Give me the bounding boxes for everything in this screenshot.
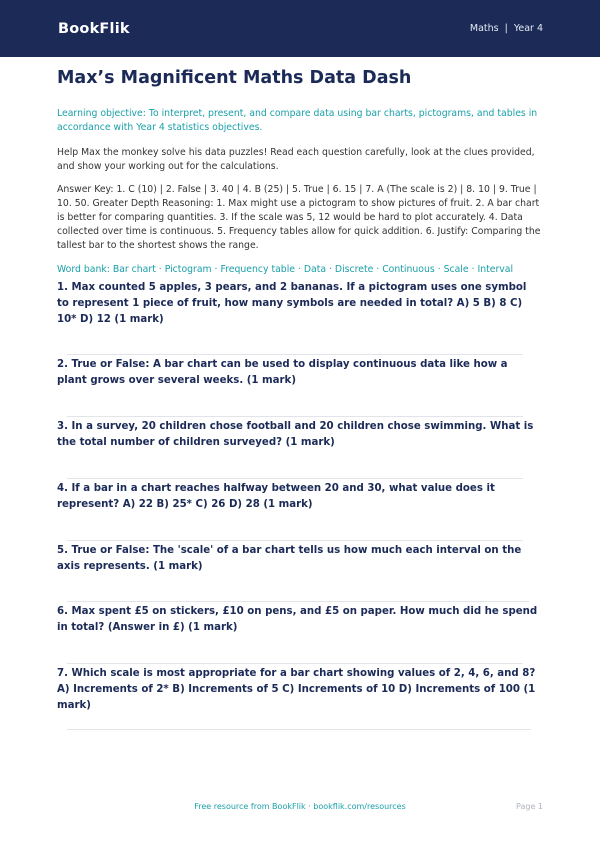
question-text: 2. True or False: A bar chart can be used to display continuous data like how a plant grows over several weeks. (1 mark)	[57, 359, 508, 386]
answer-line	[67, 478, 523, 479]
question-2	[57, 357, 537, 389]
question-text: 7. Which scale is most appropriate for a bar chart showing values of 2, 4, 6, and 8? A) Increments of 2* B) Increments of 5 C) Increments of 10 D) Increments of 100 (1 mark)	[57, 668, 536, 711]
header-subject: Maths	[469, 23, 499, 34]
question-3	[57, 419, 537, 451]
answer-line	[67, 540, 523, 541]
question-text: 3. In a survey, 20 children chose football and 20 children chose swimming. What is the total number of children surveyed? (1 mark)	[57, 421, 534, 448]
question-text: 1. Max counted 5 apples, 3 pears, and 2 bananas. If a pictogram uses one symbol to represent 1 piece of fruit, how many symbols are needed in total? A) 5 B) 8 C) 10* D) 12 (1 mark)	[57, 282, 527, 325]
header-year: Year 4	[513, 23, 543, 34]
worksheet-content	[57, 64, 543, 277]
question-4	[57, 481, 537, 513]
header-separator: |	[504, 23, 508, 34]
question-text: 4. If a bar in a chart reaches halfway between 20 and 30, what value does it represent? A) 22 B) 25* C) 26 D) 28 (1 mark)	[57, 483, 495, 510]
header-bar	[0, 0, 600, 57]
answer-line	[67, 729, 531, 730]
answer-line	[67, 354, 523, 355]
answer-line	[67, 416, 523, 417]
page-number: Page 1	[516, 802, 543, 811]
word-bank: Word bank: Bar chart · Pictogram · Frequency table · Data · Discrete · Continuous · Scale · Interval	[57, 264, 514, 275]
page-title: Max’s Magnificent Maths Data Dash	[57, 68, 412, 88]
brand-logo[interactable]: BookFlik	[58, 20, 130, 37]
intro-text: Help Max the monkey solve his data puzzles! Read each question carefully, look at the clues provided, and show your working out for the calculations.	[57, 147, 535, 172]
question-1	[57, 280, 537, 328]
question-5	[57, 543, 537, 575]
question-text: 6. Max spent £5 on stickers, £10 on pens, and £5 on paper. How much did he spend in total? (Answer in £) (1 mark)	[57, 606, 538, 633]
learning-objective: Learning objective: To interpret, present, and compare data using bar charts, pictograms, and tables in accordance with Year 4 statistics objectives.	[57, 108, 538, 133]
answer-line	[67, 663, 523, 664]
question-7	[57, 666, 537, 714]
answer-key: Answer Key: 1. C (10) | 2. False | 3. 40 | 4. B (25) | 5. True | 6. 15 | 7. A (The scale is 2) | 8. 10 | 9. True | 10. 50. Greater Depth Reasoning: 1. Max might use a pictogram to show pictures of fruit. 2. A bar chart is better for comparing quantities. 3. If the scale was 5, 12 would be hard to plot accurately. 4. Data collected over time is continuous. 5. Frequency tables allow for quick addition. 6. Justify: Comparing the tallest bar to the shortest shows the range.	[57, 184, 541, 251]
question-6	[57, 604, 543, 636]
header-meta	[470, 23, 543, 34]
answer-line	[67, 601, 529, 602]
footer-resource-link[interactable]: Free resource from BookFlik · bookflik.com/resources	[194, 802, 406, 811]
question-text: 5. True or False: The 'scale' of a bar chart tells us how much each interval on the axis represents. (1 mark)	[57, 545, 522, 572]
